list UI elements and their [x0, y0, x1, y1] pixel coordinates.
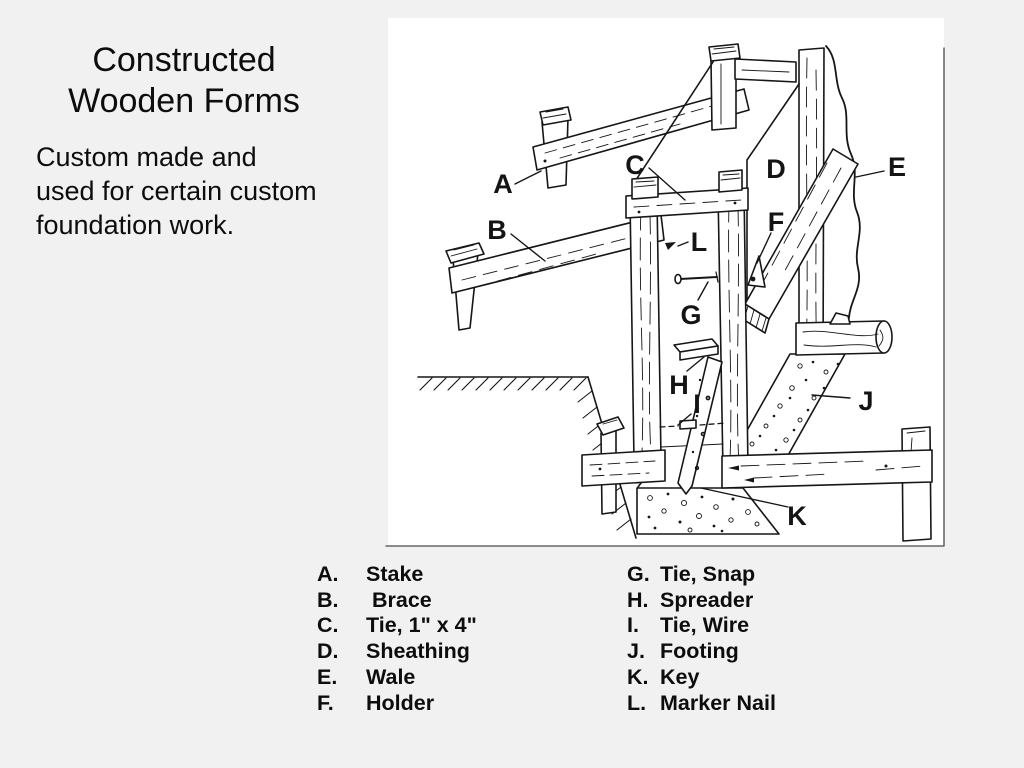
snap-tie	[675, 272, 718, 284]
diagram-label-c: C	[625, 150, 645, 180]
legend-label: Footing	[660, 639, 739, 664]
diagram-label-a: A	[493, 169, 513, 199]
legend-label: Holder	[366, 690, 435, 715]
legend-item-g	[627, 562, 776, 588]
legend-letter: F.	[317, 690, 334, 715]
legend-label: Tie, Wire	[660, 613, 750, 638]
diagram-label-l: L	[690, 227, 708, 257]
legend-item-a	[317, 562, 477, 588]
marker-nail	[665, 242, 676, 250]
legend-left-column	[317, 562, 477, 716]
legend-letter: J.	[627, 639, 645, 664]
legend-letter: H.	[627, 587, 649, 612]
legend-item-l	[627, 691, 776, 717]
legend-label: Sheathing	[366, 639, 470, 664]
legend-item-h	[627, 588, 776, 614]
diagram-label-k: K	[787, 501, 807, 531]
legend-letter: C.	[317, 613, 339, 638]
title-line-2: Wooden Forms	[68, 82, 300, 120]
spreader	[674, 339, 718, 360]
diagram-label-d: D	[766, 154, 786, 184]
legend-right-column	[627, 562, 776, 716]
legend-item-k	[627, 665, 776, 691]
legend-label: Tie, Snap	[660, 562, 756, 586]
legend-item-c	[317, 613, 477, 639]
legend-label: Wale	[366, 664, 416, 689]
legend-letter: I.	[627, 613, 639, 638]
legend-letter: A.	[317, 562, 339, 586]
legend-label: Spreader	[660, 587, 754, 612]
legend-label: Brace	[366, 587, 432, 612]
top-posts	[709, 44, 796, 130]
diagram-label-e: E	[887, 152, 907, 182]
title-line-1: Constructed	[92, 41, 276, 79]
body-line-3: foundation work.	[36, 210, 235, 240]
body-line-1: Custom made and	[36, 142, 257, 172]
body-text	[36, 140, 356, 242]
legend-label: Marker Nail	[660, 690, 776, 715]
legend-item-f	[317, 691, 477, 717]
legend-letter: B.	[317, 587, 339, 612]
diagram-label-f: F	[767, 207, 785, 237]
diagram-label-b: B	[487, 215, 507, 245]
legend-label: Key	[660, 664, 700, 689]
legend-item-e	[317, 665, 477, 691]
page-title	[38, 40, 330, 122]
diagram-label-i: I	[693, 389, 701, 419]
legend-letter: L.	[627, 690, 647, 715]
holder	[748, 256, 765, 287]
legend-letter: E.	[317, 664, 338, 689]
legend-letter: D.	[317, 639, 339, 664]
legend-letter: G.	[627, 562, 650, 586]
legend-item-i	[627, 613, 776, 639]
wire-tie	[660, 420, 726, 429]
diagram-label-g: G	[680, 300, 702, 330]
legend-item-j	[627, 639, 776, 665]
legend-label: Tie, 1" x 4"	[366, 613, 477, 638]
footing-concrete	[637, 488, 779, 534]
legend-label: Stake	[366, 562, 424, 586]
diagram-label-h: H	[669, 370, 689, 400]
diagram-label-j: J	[858, 386, 874, 416]
legend-item-b	[317, 588, 477, 614]
legend-letter: K.	[627, 664, 649, 689]
body-line-2: used for certain custom	[36, 176, 317, 206]
legend-item-d	[317, 639, 477, 665]
wooden-forms-diagram	[385, 13, 947, 553]
